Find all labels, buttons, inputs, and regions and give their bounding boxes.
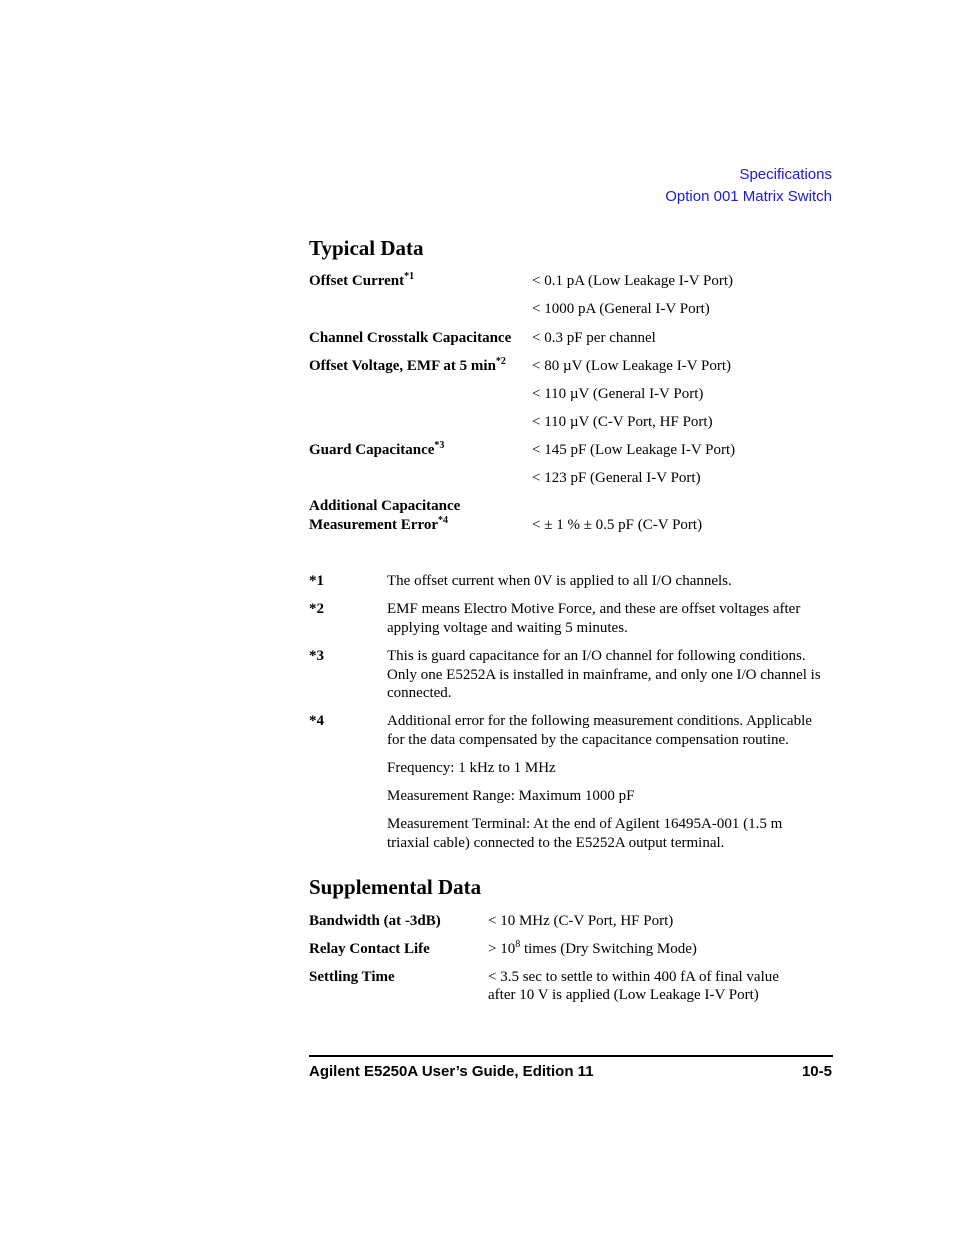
offset-voltage-value-2: < 110 µV (General I-V Port) bbox=[532, 386, 704, 402]
crosstalk-label: Channel Crosstalk Capacitance bbox=[309, 330, 512, 346]
footnote-3-text: This is guard capacitance for an I/O channel for following conditions. Only one E5252A is installed in mainframe, and only one I/O channel is connected. bbox=[387, 648, 821, 701]
footnote-4-terminal: Measurement Terminal: At the end of Agilent 16495A-001 (1.5 m triaxial cable) connected to the E5252A output terminal. bbox=[387, 816, 783, 851]
header-section: Specifications bbox=[739, 166, 832, 183]
bandwidth-value: < 10 MHz (C-V Port, HF Port) bbox=[488, 913, 674, 929]
guard-capacitance-label: Guard Capacitance$^{*3}$ bbox=[309, 440, 445, 458]
footnote-2-text: EMF means Electro Motive Force, and these are offset voltages after applying voltage and waiting 5 minutes. bbox=[387, 601, 801, 636]
offset-current-value-1: < 0.1 pA (Low Leakage I-V Port) bbox=[532, 273, 734, 289]
running-header bbox=[665, 164, 832, 208]
footnote-3-id: *3 bbox=[309, 648, 324, 664]
supplemental-data-heading: Supplemental Data bbox=[309, 875, 482, 899]
additional-capacitance-label: Additional Capacitance Measurement Error$^{*4}$ bbox=[309, 498, 461, 533]
guard-capacitance-value-2: < 123 pF (General I-V Port) bbox=[532, 470, 701, 486]
additional-capacitance-value: < ± 1 % ± 0.5 pF (C-V Port) bbox=[532, 517, 703, 533]
offset-current-label: Offset Current$^{*1}$ bbox=[309, 271, 415, 289]
footer-rule bbox=[309, 1055, 833, 1057]
offset-voltage-label: Offset Voltage, EMF at 5 $\min^{*2}$ bbox=[309, 356, 506, 374]
page-number: 10-5 bbox=[801, 1063, 832, 1080]
footnote-4-range: Measurement Range: Maximum 1000 pF bbox=[387, 788, 635, 804]
offset-current-value-2: < 1000 pA (General I-V Port) bbox=[532, 301, 710, 317]
relay-contact-life-value: > $10^8$ times (Dry Switching Mode) bbox=[488, 939, 697, 957]
guard-capacitance-value-1: < 145 pF (Low Leakage I-V Port) bbox=[532, 442, 736, 458]
footnote-2-id: *2 bbox=[309, 601, 324, 617]
settling-time-label: Settling Time bbox=[309, 969, 395, 985]
footnote-1-text: The offset current when 0V is applied to all I/O channels. bbox=[387, 573, 732, 589]
settling-time-value-1: < 3.5 sec to settle to within 400 fA of final value bbox=[488, 969, 779, 985]
header-subsection: Option 001 Matrix Switch bbox=[665, 188, 832, 205]
offset-voltage-value-1: < 80 µV (Low Leakage I-V Port) bbox=[532, 358, 731, 374]
footnote-4-id: *4 bbox=[309, 713, 324, 729]
crosstalk-value: < 0.3 pF per channel bbox=[532, 330, 656, 346]
footer-title: Agilent E5250A User’s Guide, Edition 11 bbox=[309, 1063, 594, 1080]
relay-contact-life-label: Relay Contact Life bbox=[309, 941, 430, 957]
footnote-4-frequency: Frequency: 1 kHz to 1 MHz bbox=[387, 760, 556, 776]
typical-data-heading: Typical Data bbox=[309, 236, 424, 260]
bandwidth-label: Bandwidth (at -3dB) bbox=[309, 913, 441, 929]
footnote-1-id: *1 bbox=[309, 573, 324, 589]
offset-voltage-value-3: < 110 µV (C-V Port, HF Port) bbox=[532, 414, 713, 430]
settling-time-value-2: after 10 V is applied (Low Leakage I-V Port) bbox=[488, 987, 759, 1003]
footnote-4-text: Additional error for the following measurement conditions. Applicable for the data compensated by the capacitance compensation routine. bbox=[387, 713, 812, 748]
